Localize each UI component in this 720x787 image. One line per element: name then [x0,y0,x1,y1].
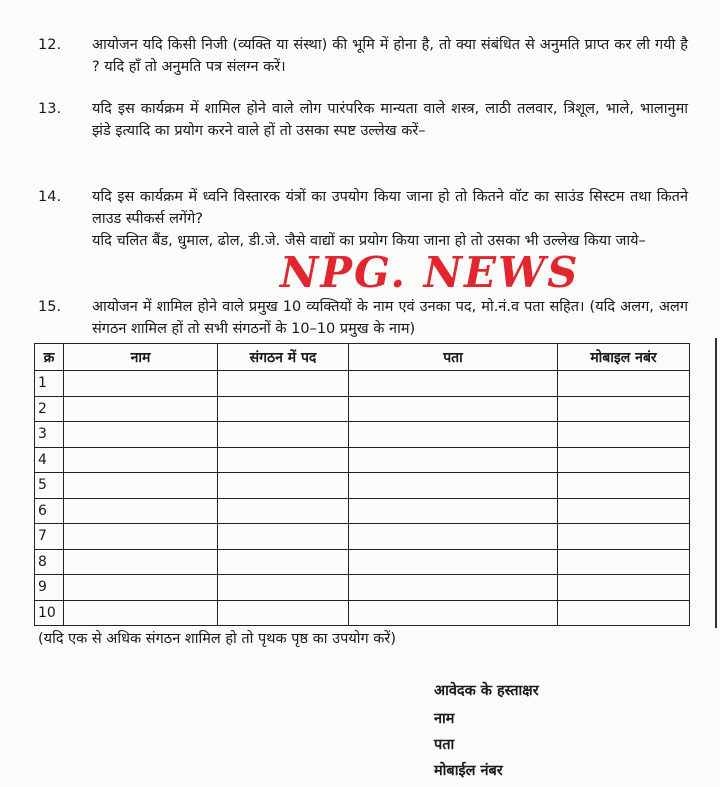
cell-post[interactable] [218,549,349,575]
cell-post[interactable] [218,524,349,550]
row-serial: 8 [35,549,64,575]
cell-post[interactable] [218,498,349,524]
row-serial: 4 [35,447,64,473]
row-serial: 1 [35,371,64,397]
cell-post[interactable] [218,371,349,397]
row-serial: 10 [35,600,64,626]
cell-address[interactable] [349,600,558,626]
item-number: 13. [38,101,62,117]
watermark-logo: NPG. NEWS [280,248,580,297]
item-14 [38,186,688,252]
cell-address[interactable] [349,473,558,499]
item-text: यदि इस कार्यक्रम में शामिल होने वाले लोग पारंपरिक मान्यता वाले शस्त्र, लाठी तलवार, त्रिशूल, भाले, भालानुमा झंडे इत्यादि का प्रयोग करने वाले हों तो उसका स्पष्ट उल्लेख करें– [92,101,688,139]
cell-name[interactable] [64,498,218,524]
cell-post[interactable] [218,473,349,499]
cell-post[interactable] [218,575,349,601]
cell-name[interactable] [64,447,218,473]
cell-mobile[interactable] [558,447,690,473]
item-text: यदि इस कार्यक्रम में ध्वनि विस्तारक यंत्रों का उपयोग किया जाना हो तो कितने वॉट का साउंड सिस्टम तथा कितने लाउड स्पीकर्स लगेंगे? [92,189,688,227]
item-number: 14. [38,189,62,205]
cell-mobile[interactable] [558,575,690,601]
cell-mobile[interactable] [558,422,690,448]
cell-post[interactable] [218,396,349,422]
row-serial: 6 [35,498,64,524]
row-serial: 2 [35,396,64,422]
cell-post[interactable] [218,600,349,626]
table-row [35,422,690,448]
table-row [35,371,690,397]
table-row [35,524,690,550]
applicant-name-label: नाम [434,711,455,727]
cell-mobile[interactable] [558,498,690,524]
cell-name[interactable] [64,473,218,499]
item-number: 15. [38,299,62,315]
cell-address[interactable] [349,498,558,524]
item-15 [38,296,688,340]
table-row [35,447,690,473]
table-row [35,575,690,601]
item-text: आयोजन में शामिल होने वाले प्रमुख 10 व्यक्तियों के नाम एवं उनका पद, मो.नं.व पता सहित। (यदि अलग, अलग संगठन शामिल हों तो सभी संगठनों के 10–10 प्रमुख के नाम) [92,299,688,337]
item-text: आयोजन यदि किसी निजी (व्यक्ति या संस्था) की भूमि में होना है, तो क्या संबंधित से अनुमति प्राप्त कर ली गयी है ? यदि हॉं तो अनुमति पत्र संलग्न करें। [92,37,688,75]
cell-name[interactable] [64,549,218,575]
row-serial: 3 [35,422,64,448]
table-header-row [35,344,690,371]
cell-name[interactable] [64,371,218,397]
table-note: (यदि एक से अधिक संगठन शामिल हो तो पृथक पृष्ठ का उपयोग करें) [38,631,396,647]
cell-address[interactable] [349,447,558,473]
header-mobile: मोबाइल नबंर [558,344,690,371]
table-row [35,498,690,524]
cell-name[interactable] [64,600,218,626]
cell-mobile[interactable] [558,549,690,575]
cell-name[interactable] [64,396,218,422]
cell-name[interactable] [64,575,218,601]
table-row [35,600,690,626]
table-row [35,549,690,575]
applicant-signature-label: आवेदक के हस्ताक्षर [434,683,539,699]
applicant-address-label: पता [434,737,455,753]
cell-address[interactable] [349,396,558,422]
members-table [34,343,690,626]
page-edge-divider [715,338,717,628]
cell-post[interactable] [218,422,349,448]
header-address: पता [349,344,558,371]
cell-mobile[interactable] [558,524,690,550]
cell-address[interactable] [349,549,558,575]
cell-mobile[interactable] [558,600,690,626]
applicant-mobile-label: मोबाईल नंबर [434,763,503,779]
cell-mobile[interactable] [558,371,690,397]
table-row [35,473,690,499]
item-13 [38,98,688,142]
item-12 [38,34,688,78]
header-serial: क्र [35,344,64,371]
cell-name[interactable] [64,422,218,448]
cell-name[interactable] [64,524,218,550]
item-text-2: यदि चलित बैंड, धुमाल, ढोल, डी.जे. जैसे वाद्यों का प्रयोग किया जाना हो तो उसका भी उल्लेख किया जाये– [92,233,646,249]
cell-address[interactable] [349,575,558,601]
cell-mobile[interactable] [558,473,690,499]
row-serial: 5 [35,473,64,499]
header-name: नाम [64,344,218,371]
cell-mobile[interactable] [558,396,690,422]
table-row [35,396,690,422]
row-serial: 9 [35,575,64,601]
item-number: 12. [38,37,62,53]
cell-address[interactable] [349,524,558,550]
cell-address[interactable] [349,371,558,397]
header-post: संगठन में पद [218,344,349,371]
cell-address[interactable] [349,422,558,448]
cell-post[interactable] [218,447,349,473]
row-serial: 7 [35,524,64,550]
